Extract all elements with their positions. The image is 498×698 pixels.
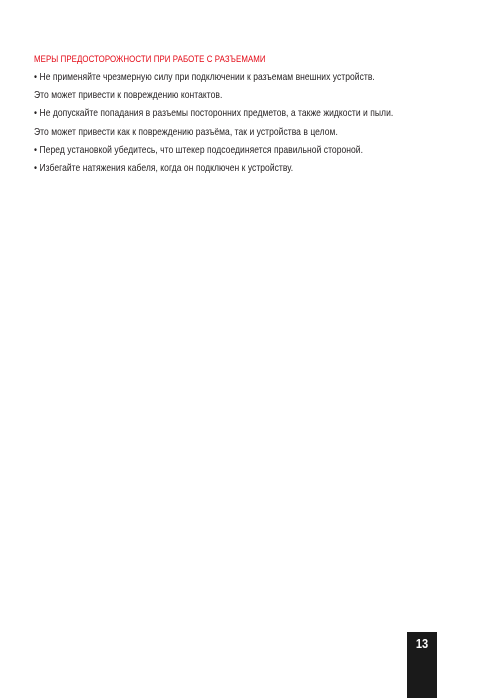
bullet-point: • <box>34 72 38 83</box>
instruction-text: Это может привести к повреждению контактов. <box>34 90 223 102</box>
bullet-point: • <box>34 108 38 120</box>
instruction-text: Не допускайте попадания в разъемы посторонних предметов, а также жидкости и пыли. <box>39 108 394 120</box>
instruction-line <box>34 69 395 87</box>
instruction-line <box>34 124 395 142</box>
instruction-line <box>34 105 395 123</box>
section-heading: МЕРЫ ПРЕДОСТОРОЖНОСТИ ПРИ РАБОТЕ С РАЗЪЕМАМИ <box>34 54 266 65</box>
instruction-text: Избегайте натяжения кабеля, когда он подключен к устройству. <box>39 163 294 175</box>
bullet-point: • <box>34 144 38 156</box>
bullet-point: • <box>34 163 38 175</box>
instruction-text: Это может привести как к повреждению разъёма, так и устройства в целом. <box>34 126 338 138</box>
connector-precautions-section <box>34 51 474 178</box>
instruction-text: Перед установкой убедитесь, что штекер подсоединяется правильной стороной. <box>39 144 363 156</box>
instruction-line <box>34 160 395 178</box>
page-number-tab <box>407 632 437 698</box>
instruction-line <box>34 142 395 160</box>
page-number: 13 <box>415 636 429 651</box>
instruction-line <box>34 87 395 105</box>
instruction-text: Не применяйте чрезмерную силу при подключении к разъемам внешних устройств. <box>39 72 375 83</box>
